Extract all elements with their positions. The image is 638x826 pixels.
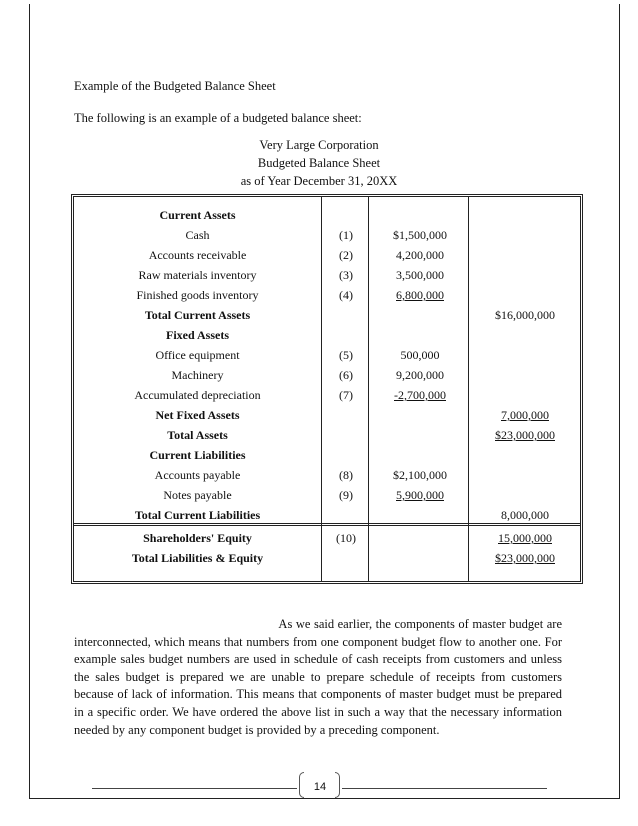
row-label: Net Fixed Assets <box>155 408 240 422</box>
table-row <box>74 265 580 285</box>
footer-rule-left <box>92 788 297 789</box>
row-label: Accounts receivable <box>148 248 247 262</box>
page-number: 14 <box>313 781 327 793</box>
row-label: Total Assets <box>167 428 228 442</box>
row-label: Fixed Assets <box>166 328 229 342</box>
intro-text: The following is an example of a budgeted balance sheet: <box>74 111 362 125</box>
row-subtotal: 6,800,000 <box>396 288 444 302</box>
row-subtotal: 4,200,000 <box>396 248 444 262</box>
table-row <box>74 285 580 305</box>
row-label: Accumulated depreciation <box>134 388 261 402</box>
table-row <box>74 245 580 265</box>
row-subtotal: 5,900,000 <box>396 488 444 502</box>
row-note: (4) <box>339 288 353 302</box>
row-note: (6) <box>339 368 353 382</box>
row-total: 15,000,000 <box>498 531 552 545</box>
balance-sheet-table <box>71 194 583 584</box>
row-note: (8) <box>339 468 353 482</box>
row-label: Machinery <box>171 368 224 382</box>
row-note: (9) <box>339 488 353 502</box>
table-row <box>74 385 580 405</box>
table-row <box>74 325 580 345</box>
section-heading: Example of the Budgeted Balance Sheet <box>74 79 276 93</box>
row-label: Cash <box>185 228 210 242</box>
row-total: $16,000,000 <box>495 308 555 322</box>
row-label: Finished goods inventory <box>136 288 259 302</box>
row-note: (1) <box>339 228 353 242</box>
row-label: Office equipment <box>155 348 240 362</box>
row-subtotal: $2,100,000 <box>393 468 447 482</box>
row-label: Current Assets <box>159 208 236 222</box>
row-total: $23,000,000 <box>495 428 555 442</box>
company-name: Very Large Corporation <box>259 138 379 152</box>
row-label: Accounts payable <box>154 468 241 482</box>
row-total: 7,000,000 <box>501 408 549 422</box>
statement-date: as of Year December 31, 20XX <box>240 174 398 188</box>
row-label: Total Liabilities & Equity <box>131 551 264 565</box>
table-row <box>74 445 580 465</box>
row-total: 8,000,000 <box>501 508 549 522</box>
row-subtotal: 500,000 <box>400 348 440 362</box>
row-label: Total Current Liabilities <box>134 508 261 522</box>
table-row <box>74 485 580 505</box>
row-label: Raw materials inventory <box>138 268 257 282</box>
table-row <box>74 305 580 325</box>
row-subtotal: -2,700,000 <box>394 388 446 402</box>
row-note: (3) <box>339 268 353 282</box>
row-label: Current Liabilities <box>149 448 246 462</box>
row-subtotal: 3,500,000 <box>396 268 444 282</box>
row-total: $23,000,000 <box>495 551 555 565</box>
statement-title: Budgeted Balance Sheet <box>257 156 381 170</box>
row-note: (7) <box>339 388 353 402</box>
row-label: Notes payable <box>163 488 232 502</box>
table-row <box>74 465 580 485</box>
footer-rule-right <box>342 788 547 789</box>
row-note: (2) <box>339 248 353 262</box>
table-row <box>74 528 580 548</box>
row-subtotal: 9,200,000 <box>396 368 444 382</box>
body-paragraph: As we said earlier, the components of master budget are interconnected, which means that numbers from one component budget flow to another one. For example sales budget numbers are used in schedule of cash receipts from customers and unless the sales budget is prepared we are unable to prepare schedule of receipts from customers because of lack of information. This means that components of master budget must be prepared in a specific order. We have ordered the above list in such a way that the necessary information needed by any component budget is provided by a preceding component. <box>74 617 562 737</box>
table-row <box>74 505 580 525</box>
table-row <box>74 205 580 225</box>
table-row <box>74 405 580 425</box>
row-label: Shareholders' Equity <box>143 531 252 545</box>
row-subtotal: $1,500,000 <box>393 228 447 242</box>
table-row <box>74 425 580 445</box>
table-row <box>74 345 580 365</box>
row-note: (5) <box>339 348 353 362</box>
table-row <box>74 548 580 568</box>
row-note: (10) <box>336 531 356 545</box>
table-row <box>74 225 580 245</box>
row-label: Total Current Assets <box>144 308 251 322</box>
table-row <box>74 365 580 385</box>
